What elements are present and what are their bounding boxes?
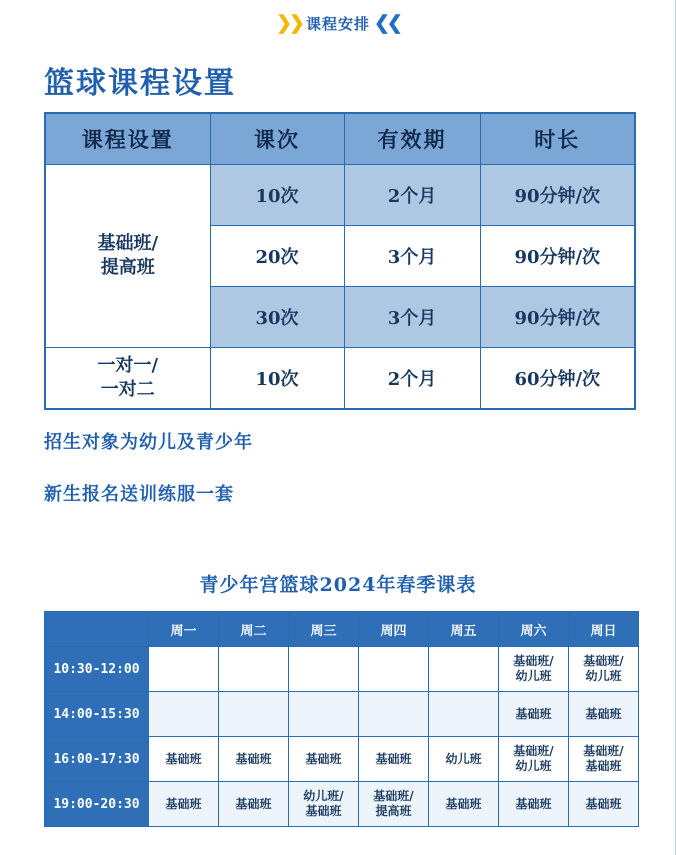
schedule-header-corner xyxy=(45,612,149,647)
banner xyxy=(0,0,676,40)
schedule-cell xyxy=(359,737,429,782)
cell-duration: 90分钟/次 xyxy=(480,226,635,287)
schedule-cell-line1: 基础班 xyxy=(515,706,552,721)
course-label-basic-line1: 基础班/ xyxy=(97,232,159,254)
schedule-cell-line1: 基础班 xyxy=(235,796,272,811)
schedule-cell xyxy=(289,692,359,737)
table-row xyxy=(45,348,635,410)
cell-times: 10次 xyxy=(210,348,344,410)
schedule-cell xyxy=(149,647,219,692)
course-header-duration: 时长 xyxy=(480,113,635,165)
schedule-cell-line1: 基础班 xyxy=(585,796,622,811)
schedule-cell-line2: 提高班 xyxy=(375,804,412,818)
page-title: 篮球课程设置 xyxy=(44,66,236,101)
schedule-cell xyxy=(359,647,429,692)
schedule-cell xyxy=(289,782,359,827)
schedule-cell xyxy=(499,782,569,827)
course-label-basic-line2: 提高班 xyxy=(100,257,155,278)
course-settings-table xyxy=(44,112,636,410)
schedule-cell-line2: 幼儿班 xyxy=(585,669,622,683)
schedule-cell xyxy=(219,692,289,737)
cell-times: 10次 xyxy=(210,165,344,226)
schedule-cell-line1: 基础班/ xyxy=(513,654,554,668)
schedule-cell-line1: 基础班/ xyxy=(583,654,624,668)
schedule-cell xyxy=(499,737,569,782)
table-row xyxy=(45,782,639,827)
schedule-cell-line1: 基础班/ xyxy=(583,744,624,758)
course-label-private-line1: 一对一/ xyxy=(97,354,159,376)
cell-duration: 60分钟/次 xyxy=(480,348,635,410)
schedule-header-sat: 周六 xyxy=(499,612,569,647)
schedule-header-fri: 周五 xyxy=(429,612,499,647)
schedule-cell xyxy=(289,647,359,692)
cell-times: 30次 xyxy=(210,287,344,348)
schedule-cell xyxy=(429,737,499,782)
schedule-time-slot: 14:00-15:30 xyxy=(45,692,149,737)
schedule-cell-line2: 幼儿班 xyxy=(515,759,552,773)
schedule-cell xyxy=(569,647,639,692)
schedule-time-slot: 16:00-17:30 xyxy=(45,737,149,782)
right-chevron-icon: ❮❮ xyxy=(374,12,400,34)
schedule-cell-line1: 基础班 xyxy=(165,796,202,811)
schedule-header-tue: 周二 xyxy=(219,612,289,647)
course-header-times: 课次 xyxy=(210,113,344,165)
schedule-cell-line1: 基础班 xyxy=(305,751,342,766)
cell-validity: 2个月 xyxy=(344,348,480,410)
schedule-cell-line1: 基础班 xyxy=(375,751,412,766)
schedule-cell xyxy=(219,737,289,782)
course-header-validity: 有效期 xyxy=(344,113,480,165)
schedule-cell-line1: 基础班/ xyxy=(373,789,414,803)
schedule-cell-line1: 幼儿班/ xyxy=(303,789,344,803)
schedule-cell xyxy=(149,692,219,737)
course-table-container xyxy=(44,112,634,410)
schedule-cell-line1: 基础班 xyxy=(235,751,272,766)
schedule-table-head xyxy=(45,612,639,647)
schedule-cell xyxy=(429,782,499,827)
schedule-cell xyxy=(289,737,359,782)
schedule-cell-line1: 基础班 xyxy=(165,751,202,766)
schedule-title: 青少年宫篮球2024年春季课表 xyxy=(199,574,477,596)
note-audience: 招生对象为幼儿及青少年 xyxy=(44,432,253,453)
cell-validity: 3个月 xyxy=(344,226,480,287)
schedule-table xyxy=(44,611,639,827)
course-header-setting: 课程设置 xyxy=(45,113,210,165)
schedule-cell xyxy=(219,782,289,827)
cell-duration: 90分钟/次 xyxy=(480,165,635,226)
schedule-cell-line2: 基础班 xyxy=(585,759,622,773)
schedule-header-row xyxy=(45,612,639,647)
course-label-private-line2: 一对二 xyxy=(100,379,155,400)
schedule-header-thu: 周四 xyxy=(359,612,429,647)
schedule-cell xyxy=(429,647,499,692)
course-table-header-row xyxy=(45,113,635,165)
cell-validity: 3个月 xyxy=(344,287,480,348)
schedule-cell-line1: 基础班 xyxy=(515,796,552,811)
schedule-cell xyxy=(429,692,499,737)
schedule-cell xyxy=(359,782,429,827)
left-chevron-icon: ❯❯ xyxy=(276,12,302,34)
schedule-cell xyxy=(219,647,289,692)
schedule-cell-line1: 基础班 xyxy=(445,796,482,811)
schedule-cell-line1: 基础班 xyxy=(585,706,622,721)
cell-duration: 90分钟/次 xyxy=(480,287,635,348)
schedule-cell-line1: 幼儿班 xyxy=(445,751,482,766)
cell-validity: 2个月 xyxy=(344,165,480,226)
banner-title: 课程安排 xyxy=(305,14,370,33)
course-label-basic xyxy=(45,165,210,348)
schedule-header-sun: 周日 xyxy=(569,612,639,647)
table-row xyxy=(45,737,639,782)
course-table-body xyxy=(45,165,635,410)
schedule-cell xyxy=(569,692,639,737)
table-row xyxy=(45,647,639,692)
schedule-cell xyxy=(149,782,219,827)
schedule-cell-line1: 基础班/ xyxy=(513,744,554,758)
schedule-table-body xyxy=(45,647,639,827)
schedule-cell xyxy=(359,692,429,737)
table-row xyxy=(45,692,639,737)
table-row xyxy=(45,165,635,226)
schedule-time-slot: 10:30-12:00 xyxy=(45,647,149,692)
note-gift: 新生报名送训练服一套 xyxy=(44,484,234,505)
schedule-header-mon: 周一 xyxy=(149,612,219,647)
schedule-cell xyxy=(499,647,569,692)
schedule-cell-line2: 基础班 xyxy=(305,804,342,818)
course-label-private xyxy=(45,348,210,410)
schedule-cell xyxy=(569,782,639,827)
schedule-header-wed: 周三 xyxy=(289,612,359,647)
schedule-cell xyxy=(149,737,219,782)
schedule-cell-line2: 幼儿班 xyxy=(515,669,552,683)
cell-times: 20次 xyxy=(210,226,344,287)
schedule-cell xyxy=(569,737,639,782)
schedule-cell xyxy=(499,692,569,737)
course-table-head xyxy=(45,113,635,165)
schedule-table-container xyxy=(44,611,638,827)
schedule-time-slot: 19:00-20:30 xyxy=(45,782,149,827)
